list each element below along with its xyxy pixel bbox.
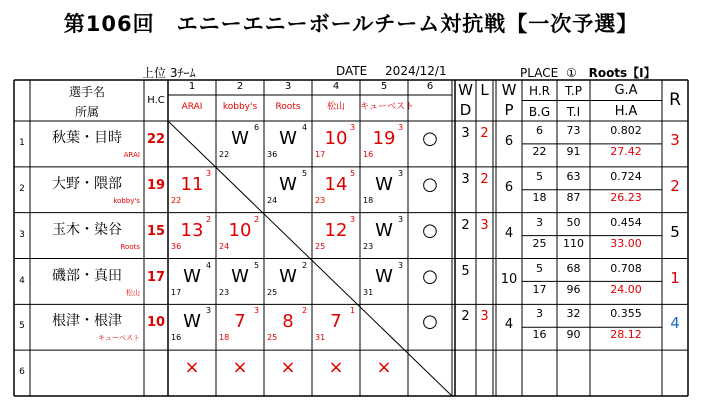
hc-header: H.C	[147, 95, 165, 106]
match-sup: 3	[350, 123, 356, 132]
match-result: W	[183, 311, 201, 333]
w-value: 2	[461, 217, 470, 233]
d-header: D	[459, 101, 472, 119]
match-result: W	[375, 219, 393, 241]
ha-value: 26.23	[610, 190, 642, 204]
team-name: ARAI	[181, 102, 203, 112]
hr-value: 5	[536, 261, 543, 275]
team-name: 松山	[326, 102, 345, 112]
rank-value: 1	[670, 268, 680, 287]
w-header: W	[458, 81, 473, 99]
row-number: 5	[19, 321, 25, 332]
match-result: W	[231, 265, 249, 287]
bg-value: 22	[532, 145, 547, 158]
wp-w-header: W	[501, 81, 517, 99]
hc-value: 15	[146, 223, 166, 239]
ga-value: 0.724	[610, 169, 642, 183]
team-name: Roots	[275, 102, 301, 112]
page-title: 第106回 エニーエニーボールチーム対抗戦【一次予選】	[63, 12, 639, 36]
match-sub: 18	[219, 333, 230, 343]
hr-value: 5	[536, 169, 543, 183]
tp-value: 32	[566, 307, 581, 321]
player-affil: 松山	[126, 288, 140, 297]
match-result: 11	[180, 173, 204, 195]
cross-mark: ×	[232, 357, 248, 379]
match-sup: 5	[302, 168, 308, 178]
bg-header: B.G	[528, 105, 551, 119]
match-sub: 25	[267, 333, 278, 343]
hc-value: 10	[146, 315, 166, 331]
rank-value: 5	[670, 222, 680, 241]
ha-value: 28.12	[610, 328, 642, 342]
circle-mark: ○	[422, 173, 438, 195]
match-result: 12	[324, 219, 348, 241]
hr-value: 3	[536, 307, 543, 321]
team-number: 1	[188, 81, 196, 92]
rank-value: 4	[670, 314, 680, 333]
match-result: 10	[228, 219, 252, 241]
match-sup: 2	[206, 214, 212, 224]
match-sup: 3	[350, 214, 356, 224]
cross-mark: ×	[184, 357, 200, 379]
r-header: R	[669, 90, 681, 110]
ga-value: 0.802	[610, 124, 642, 137]
match-sup: 2	[302, 306, 308, 316]
player-name: 大野・隈部	[52, 175, 122, 192]
l-value: 3	[480, 217, 489, 233]
ti-value: 110	[563, 236, 584, 250]
l-value: 2	[480, 171, 489, 187]
row-number: 3	[19, 229, 25, 240]
match-sub: 17	[315, 150, 326, 159]
player-affil: kobby's	[113, 196, 140, 205]
ha-value: 33.00	[610, 236, 642, 250]
match-sub: 25	[267, 287, 278, 297]
match-result: 14	[324, 173, 348, 195]
match-sub: 22	[171, 195, 182, 205]
circle-mark: ○	[422, 128, 438, 149]
bg-value: 18	[532, 190, 547, 204]
match-sub: 16	[171, 333, 182, 343]
ti-value: 96	[566, 282, 581, 296]
ti-value: 90	[566, 328, 581, 342]
match-sub: 24	[219, 241, 230, 251]
team-number: 6	[426, 81, 434, 92]
w-value: 5	[461, 263, 470, 279]
match-sub: 22	[219, 150, 230, 159]
ga-value: 0.454	[610, 215, 642, 229]
wp-value: 6	[504, 134, 514, 149]
player-name: 玉木・染谷	[52, 221, 122, 238]
bg-value: 25	[532, 236, 547, 250]
match-sup: 3	[398, 214, 404, 224]
wp-p-header: P	[504, 101, 514, 119]
circle-mark: ○	[422, 219, 438, 241]
match-sub: 31	[363, 287, 374, 297]
match-sup: 3	[398, 260, 404, 270]
match-sup: 5	[350, 168, 356, 178]
match-sub: 23	[315, 195, 326, 205]
match-result: 13	[180, 219, 204, 241]
match-result: W	[375, 265, 393, 287]
cross-mark: ×	[376, 357, 392, 379]
date-value: 2024/12/1	[385, 64, 447, 78]
place-label: PLACE	[520, 66, 559, 80]
cross-mark: ×	[328, 357, 344, 379]
team-number: 4	[332, 81, 340, 92]
w-value: 2	[461, 309, 470, 325]
bg-value: 16	[532, 328, 547, 342]
match-result: W	[183, 265, 201, 287]
w-value: 3	[461, 126, 470, 141]
ti-header: T.I	[566, 105, 581, 119]
rank-value: 2	[670, 176, 680, 195]
match-sup: 3	[398, 168, 404, 178]
match-sup: 4	[206, 260, 212, 270]
rank-label-text: 上位	[142, 66, 167, 80]
match-result: W	[375, 173, 393, 195]
l-value: 2	[480, 126, 489, 141]
team-name: kobby's	[222, 102, 258, 112]
match-result: W	[279, 265, 297, 287]
hc-value: 22	[146, 132, 166, 147]
team-number: 3	[284, 81, 292, 92]
match-result: 19	[372, 128, 396, 149]
tp-value: 73	[566, 124, 581, 137]
wp-value: 6	[504, 179, 514, 195]
match-sub: 25	[315, 241, 326, 251]
ti-value: 91	[566, 145, 581, 158]
match-sup: 3	[398, 123, 404, 132]
team-name: キューベスト	[360, 102, 415, 112]
tp-value: 63	[566, 169, 581, 183]
match-sup: 3	[254, 306, 260, 316]
l-header: L	[480, 81, 489, 99]
player-affil: ARAI	[123, 151, 140, 159]
tp-header: T.P	[565, 84, 582, 98]
affil-header: 所属	[74, 105, 99, 119]
match-sub: 18	[363, 195, 374, 205]
ga-header: G.A	[614, 83, 638, 98]
match-sub: 36	[267, 150, 278, 159]
match-sub: 16	[363, 150, 374, 159]
match-result: W	[231, 128, 249, 149]
player-header: 選手名	[68, 85, 105, 99]
match-sup: 2	[302, 260, 308, 270]
player-name: 磯部・真田	[52, 267, 122, 284]
match-sub: 17	[171, 287, 182, 297]
place-num: ①	[565, 66, 577, 80]
row-number: 2	[19, 183, 25, 194]
wp-value: 4	[504, 317, 514, 333]
cross-mark: ×	[280, 357, 296, 379]
w-value: 3	[461, 171, 470, 187]
ha-value: 24.00	[610, 282, 642, 296]
match-sup: 5	[254, 260, 260, 270]
match-sub: 23	[363, 241, 374, 251]
player-name: 秋葉・目時	[52, 130, 122, 146]
match-sup: 3	[206, 306, 212, 316]
hr-value: 6	[536, 124, 543, 137]
match-sup: 3	[206, 168, 212, 178]
match-sub: 23	[219, 287, 230, 297]
circle-mark: ○	[422, 265, 438, 287]
tp-value: 68	[566, 261, 581, 275]
rank-value: 3	[670, 131, 680, 149]
match-sub: 36	[171, 241, 182, 251]
team-number: 5	[380, 81, 388, 92]
player-name: 根津・根津	[52, 313, 122, 330]
ti-value: 87	[566, 190, 581, 204]
match-result: 7	[234, 311, 246, 333]
hr-value: 3	[536, 215, 543, 229]
ga-value: 0.708	[610, 261, 642, 275]
team-number: 2	[236, 81, 244, 92]
place-name: Roots【Ⅰ】	[588, 66, 656, 80]
ha-header: H.A	[614, 104, 638, 119]
match-result: 7	[330, 311, 342, 333]
row-number: 1	[19, 138, 25, 148]
match-result: 10	[324, 128, 348, 149]
bg-value: 17	[532, 282, 547, 296]
wp-value: 4	[504, 225, 514, 241]
row-number: 4	[19, 275, 25, 286]
date-label: DATE	[336, 64, 368, 78]
match-sup: 6	[254, 123, 260, 132]
hc-value: 19	[146, 177, 166, 193]
circle-mark: ○	[422, 311, 438, 333]
match-sub: 24	[267, 195, 278, 205]
match-sub: 31	[315, 333, 326, 343]
hc-value: 17	[146, 269, 166, 285]
rank-value: 3ﾁｰﾑ	[169, 66, 196, 80]
row-number: 6	[19, 367, 25, 378]
player-affil: Roots	[120, 242, 140, 251]
ha-value: 27.42	[610, 145, 642, 158]
match-sup: 1	[350, 306, 356, 316]
player-affil: キューベスト	[98, 334, 140, 343]
match-sup: 2	[254, 214, 260, 224]
match-result: W	[279, 128, 297, 149]
ga-value: 0.355	[610, 307, 642, 321]
wp-value: 10	[500, 271, 518, 287]
match-result: W	[279, 173, 297, 195]
hr-header: H.R	[529, 84, 550, 98]
l-value: 3	[480, 309, 489, 325]
match-sup: 4	[302, 123, 308, 132]
match-result: 8	[282, 311, 294, 333]
tp-value: 50	[566, 215, 581, 229]
